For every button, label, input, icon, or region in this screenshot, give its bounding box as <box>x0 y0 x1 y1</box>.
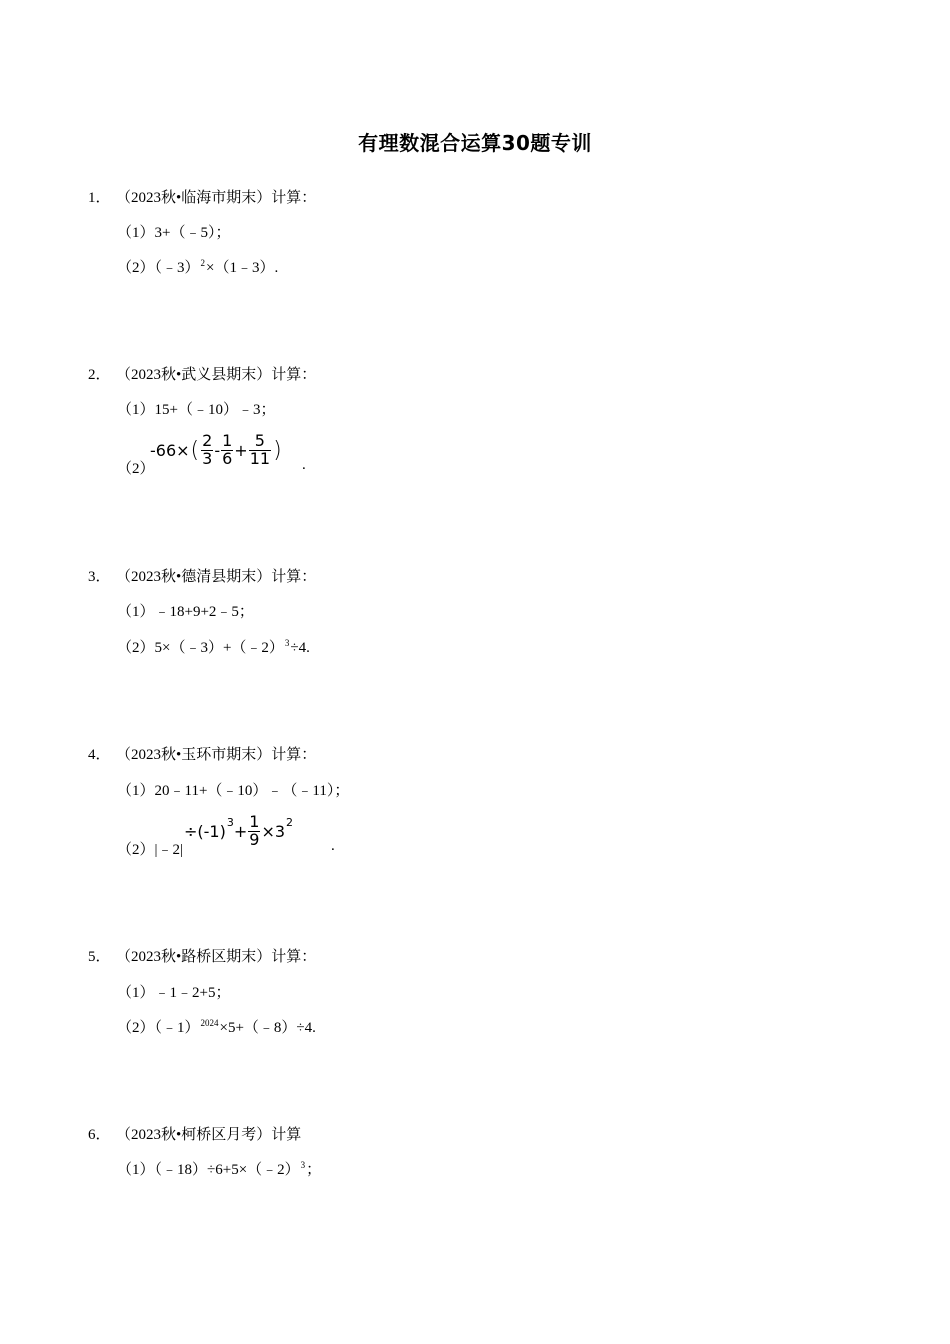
formula-lead: ÷(-1) <box>184 821 226 841</box>
expr-text: ÷4. <box>290 640 310 656</box>
page-title: 有理数混合运算30题专训 <box>358 131 592 155</box>
question-2-part-1: （1）15+（﹣10）﹣3； <box>117 402 276 418</box>
question-source: （2023秋•武义县期末）计算： <box>116 367 317 383</box>
fraction <box>248 811 260 849</box>
expr-text: ×（1﹣3）. <box>206 260 279 276</box>
question-1-part-1: （1）3+（﹣5）； <box>117 225 231 241</box>
question-1-header <box>88 186 316 207</box>
expr-text: ×5+（﹣8）÷4. <box>219 1020 316 1036</box>
exponent: 2 <box>286 815 294 829</box>
question-2-formula <box>150 428 283 472</box>
question-2-header <box>88 363 316 384</box>
expr-text: （2）5×（﹣3）+（﹣2） <box>117 640 284 656</box>
fraction <box>201 430 213 468</box>
expr-text: （2）（﹣3） <box>117 260 200 276</box>
question-5-part-2 <box>117 1016 316 1037</box>
question-number: 6． <box>88 1127 111 1143</box>
question-4-part-2-label: （2）|﹣2| <box>117 842 184 858</box>
exponent: 2024 <box>200 1018 219 1028</box>
numerator: 1 <box>249 811 260 831</box>
question-1-part-2 <box>117 256 278 277</box>
numerator: 2 <box>202 430 213 450</box>
question-4-part-1: （1）20﹣11+（﹣10）﹣（﹣11）； <box>117 783 350 799</box>
formula-lead: -66× <box>150 440 190 460</box>
question-3-part-2 <box>117 636 310 657</box>
exponent: 3 <box>284 638 290 648</box>
operator: - <box>214 440 221 460</box>
denominator: 3 <box>202 448 213 468</box>
denominator: 9 <box>249 829 260 849</box>
question-number: 4． <box>88 747 111 763</box>
question-4-header <box>88 743 316 764</box>
operator: + <box>234 440 248 460</box>
question-2-part-2-label: （2） <box>117 461 155 477</box>
left-paren: ( <box>190 437 200 463</box>
question-4-period: . <box>331 838 335 854</box>
question-5-part-1: （1）﹣1﹣2+5； <box>117 985 231 1001</box>
question-3-header <box>88 565 316 586</box>
numerator: 5 <box>254 430 265 450</box>
expr-text: （1）（﹣18）÷6+5×（﹣2） <box>117 1162 300 1178</box>
exponent: 3 <box>300 1160 306 1170</box>
question-number: 5． <box>88 949 111 965</box>
right-paren: ) <box>273 437 282 463</box>
question-number: 2． <box>88 367 111 383</box>
expr-text: （2）（﹣1） <box>117 1020 200 1036</box>
denominator: 11 <box>249 448 271 468</box>
question-3-part-1: （1）﹣18+9+2﹣5； <box>117 604 254 620</box>
question-2-period: . <box>302 457 306 473</box>
expr-text: ； <box>306 1162 322 1178</box>
exponent: 3 <box>226 815 234 829</box>
operator: + <box>233 821 248 841</box>
question-source: （2023秋•临海市期末）计算： <box>116 190 317 206</box>
denominator: 6 <box>222 448 233 468</box>
question-6-header <box>88 1123 301 1144</box>
question-6-part-1 <box>117 1158 321 1179</box>
question-number: 1． <box>88 190 111 206</box>
question-source: （2023秋•玉环市期末）计算： <box>116 747 317 763</box>
fraction <box>221 430 233 468</box>
fraction <box>249 430 271 468</box>
question-source: （2023秋•路桥区期末）计算： <box>116 949 317 965</box>
formula-mid: ×3 <box>261 821 286 841</box>
question-number: 3． <box>88 569 111 585</box>
numerator: 1 <box>222 430 233 450</box>
question-source: （2023秋•柯桥区月考）计算 <box>116 1127 302 1143</box>
question-4-formula <box>184 809 293 853</box>
exponent: 2 <box>200 258 206 268</box>
question-source: （2023秋•德清县期末）计算： <box>116 569 317 585</box>
question-5-header <box>88 945 316 966</box>
